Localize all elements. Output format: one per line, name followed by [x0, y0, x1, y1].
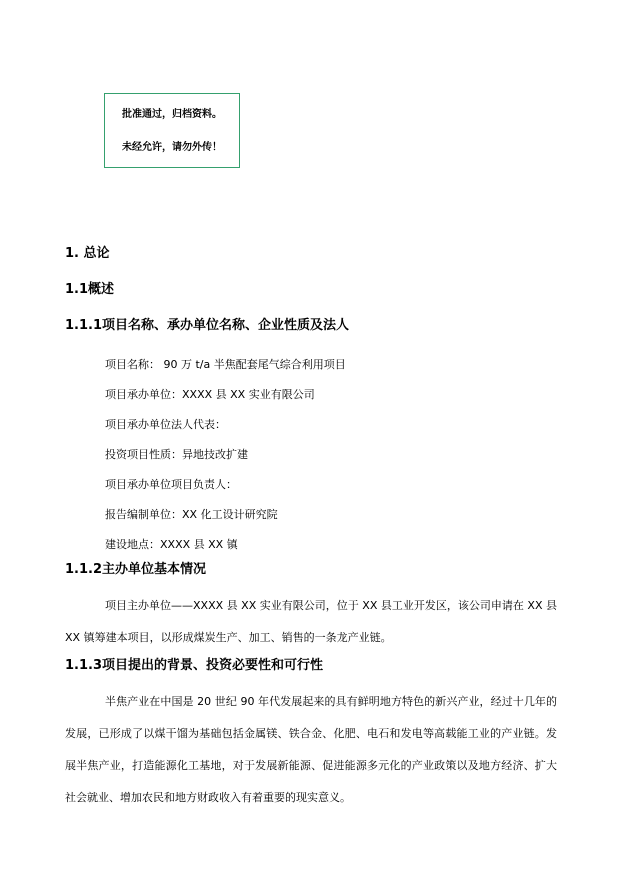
- subsection-2-paragraph: 项目主办单位——XXXX 县 XX 实业有限公司，位于 XX 县工业开发区，该公司申请在 XX 县 XX 镇筹建本项目，以形成煤炭生产、加工、销售的一条龙产业链。: [65, 599, 557, 644]
- subsection-1-heading: 1.1.1项目名称、承办单位名称、企业性质及法人: [65, 318, 350, 333]
- info-line-report-compiler: 报告编制单位：XX 化工设计研究院: [105, 508, 278, 521]
- chapter-heading: 1. 总论: [65, 246, 110, 261]
- stamp-line-1: 批准通过，归档资料。: [122, 109, 222, 120]
- stamp-line-2: 未经允许，请勿外传！: [122, 142, 222, 153]
- approval-stamp-box: [104, 93, 240, 168]
- info-line-legal-representative: 项目承办单位法人代表：: [105, 418, 226, 431]
- project-info-list: [65, 350, 557, 560]
- subsection-3-heading: 1.1.3项目提出的背景、投资必要性和可行性: [65, 658, 324, 673]
- info-line-investment-nature: 投资项目性质：异地技改扩建: [105, 448, 248, 461]
- section-heading: 1.1概述: [65, 282, 115, 297]
- subsection-2-heading: 1.1.2主办单位基本情况: [65, 562, 207, 577]
- info-line-project-name: 项目名称： 90 万 t/a 半焦配套尾气综合利用项目: [105, 358, 346, 371]
- info-line-project-leader: 项目承办单位项目负责人：: [105, 478, 237, 491]
- subsection-3-paragraph: 半焦产业在中国是 20 世纪 90 年代发展起来的具有鲜明地方特色的新兴产业，经过十几年的发展，已形成了以煤干馏为基础包括金属镁、铁合金、化肥、电石和发电等高载能工业的产业链。发展半焦产业，打造能源化工基地，对于发展新能源、促进能源多元化的产业政策以及地方经济、扩大社会就业、增加农民和地方财政收入有着重要的现实意义。: [65, 695, 557, 804]
- document-body: [65, 246, 557, 814]
- info-line-undertaker: 项目承办单位：XXXX 县 XX 实业有限公司: [105, 388, 315, 401]
- info-line-construction-site: 建设地点：XXXX 县 XX 镇: [105, 538, 238, 551]
